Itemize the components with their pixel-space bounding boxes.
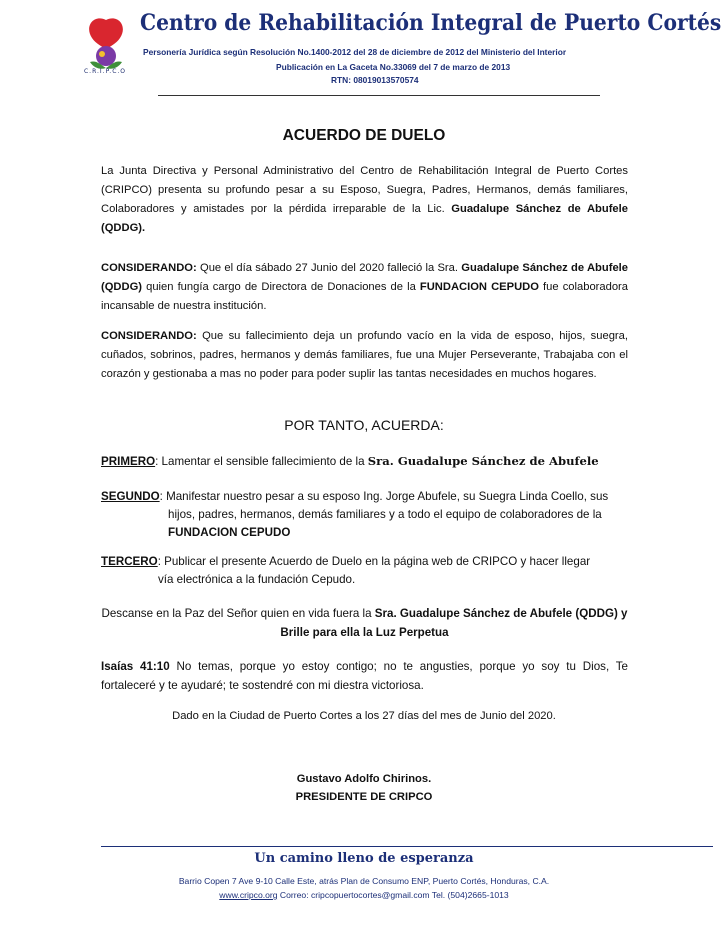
considerando-2 [101,327,628,384]
primero-label: PRIMERO [101,455,156,468]
segundo-org: FUNDACION CEPUDO [168,526,291,539]
considerando-1-text2: quien fungía cargo de Directora de Donaciones de la [142,281,420,293]
verse-reference: Isaías 41:10 [101,660,170,673]
issued-date-line: Dado en la Ciudad de Puerto Cortes a los 27 días del mes de Junio del 2020. [172,710,556,722]
primero-text: : Lamentar el sensible fallecimiento de la [155,455,368,468]
header-divider [158,95,600,96]
descanse-text: Descanse en la Paz del Señor quien en vida fuera la [101,607,375,620]
considerando-1 [101,259,628,316]
considerando-1-text3: fue colaboradora incansable de nuestra institución. [101,281,629,312]
intro-text: La Junta Directiva y Personal Administrativo del Centro de Rehabilitación Integral de Puerto Cortes (CRIPCO) presenta su profundo pesar a su Esposo, Suegra, Padres, Hermanos, demás familiares, Colaboradores y amistades por la pérdida irreparable de la Lic. [101,165,628,215]
rtn-number: RTN: 08019013570574 [331,75,419,85]
considerando-1-label: CONSIDERANDO: [101,262,197,274]
footer-address: Barrio Copen 7 Ave 9-10 Calle Este, atrás Plan de Consumo ENP, Puerto Cortés, Honduras, C.A. [178,876,550,886]
considerando-1-org: FUNDACION CEPUDO [419,281,539,293]
document-title: ACUERDO DE DUELO [282,127,446,144]
footer-divider [101,846,713,847]
logo-caption: C.R.I.P.C.O [83,68,127,75]
legal-resolution: Personería Jurídica según Resolución No.1400-2012 del 28 de diciembre de 2012 del Ministerio del Interior [143,47,567,57]
segundo-text-line1: : Manifestar nuestro pesar a su esposo Ing. Jorge Abufele, su Suegra Linda Coello, sus [159,490,609,503]
verse-text: No temas, porque yo estoy contigo; no te angusties, porque yo soy tu Dios, Te fortaleceré y te ayudaré; te sostendré con mi diestra victoriosa. [101,660,629,692]
primero-name: Sra. Guadalupe Sánchez de Abufele [367,454,599,468]
tercero-text-rest: vía electrónica a la fundación Cepudo. [158,573,356,586]
segundo-label: SEGUNDO [101,490,160,503]
tercero-label: TERCERO [101,555,158,568]
segundo-text-rest: hijos, padres, hermanos, demás familiares y a todo el equipo de colaboradores de la [168,508,602,521]
considerando-1-text1: Que el día sábado 27 Junio del 2020 falleció la Sra. [196,262,462,274]
intro-paragraph [101,162,628,238]
bible-verse [101,657,628,695]
website-link[interactable]: www.cripco.org [219,890,278,900]
org-name: Centro de Rehabilitación Integral de Puerto Cortés [140,10,722,36]
intro-name: Guadalupe Sánchez de Abufele (QDDG). [101,203,628,234]
signatory-name: Gustavo Adolfo Chirinos. [296,773,432,785]
tercero-text-line1: : Publicar el presente Acuerdo de Duelo en la página web de CRIPCO y hacer llegar [157,555,591,568]
considerando-1-name: Guadalupe Sánchez de Abufele (QDDG) [101,262,628,293]
descanse-paragraph [101,604,628,642]
resolution-segundo [101,488,628,542]
footer-motto: Un camino lleno de esperanza [254,851,474,866]
por-tanto-heading: POR TANTO, ACUERDA: [284,417,444,433]
signatory-title: PRESIDENTE DE CRIPCO [295,791,433,803]
resolution-tercero [101,553,628,589]
footer-contact-text: Correo: cripcopuertocortes@gmail.com Tel. (504)2665-1013 [277,890,509,900]
gazette-publication: Publicación en La Gaceta No.33069 del 7 de marzo de 2013 [276,62,511,72]
descanse-bold: Sra. Guadalupe Sánchez de Abufele (QDDG) y Brille para ella la Luz Perpetua [280,607,628,639]
resolution-primero [101,452,628,471]
cripco-logo [80,16,132,76]
considerando-2-label: CONSIDERANDO: [101,330,197,342]
footer-contact [0,890,728,900]
considerando-2-text: Que su fallecimiento deja un profundo vacío en la vida de esposo, hijos, suegra, cuñados, sobrinos, padres, hermanos y demás familiares, fue una Mujer Perseverante, Trabajaba con el corazón y gestionaba a mas no poder para poder suplir las tantas necesidades en muchos hogares. [101,330,628,380]
